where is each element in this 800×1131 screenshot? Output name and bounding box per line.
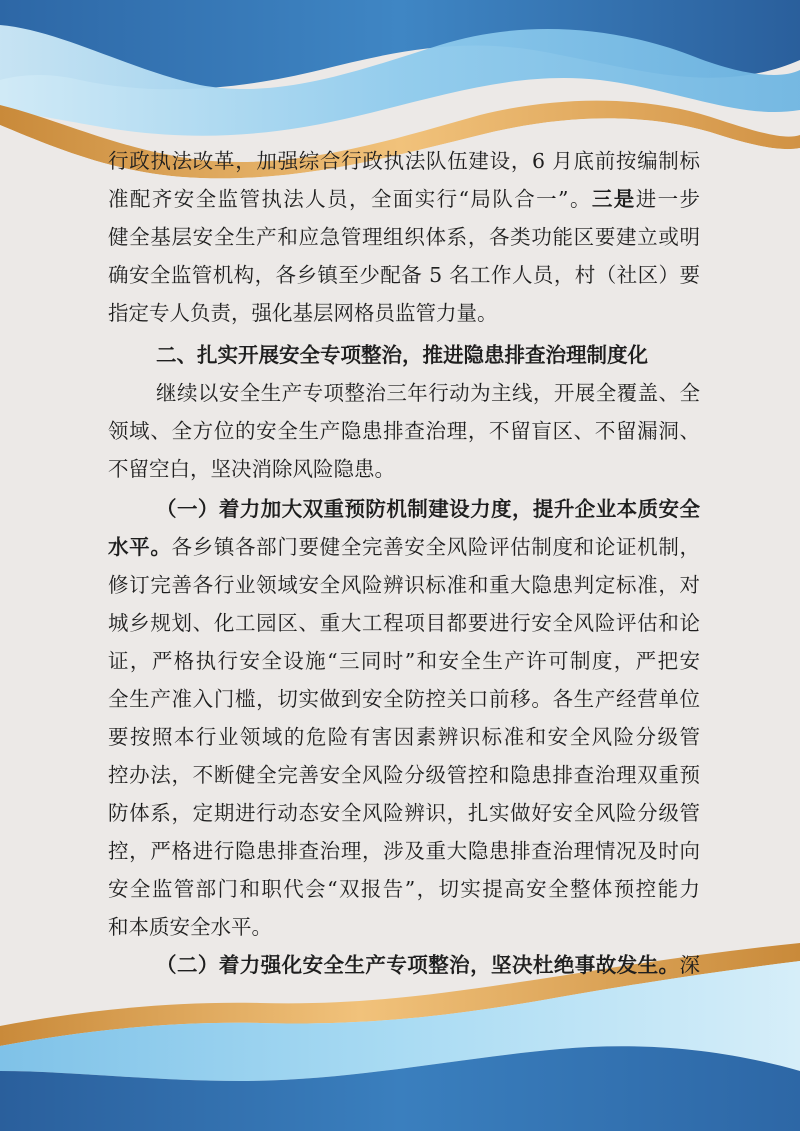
text-line: 防体系，定期进行动态安全风险辨识，扎实做好安全风险分级管	[108, 801, 700, 825]
bold-marker: 三是	[591, 187, 636, 211]
text-line: 修订完善各行业领域安全风险辨识标准和重大隐患判定标准，对	[108, 573, 700, 597]
subsection-title-end: 水平。	[108, 535, 172, 559]
text-line: 控办法，不断健全完善安全风险分级管控和隐患排查治理双重预	[108, 763, 700, 787]
text-line: 确安全监管机构，各乡镇至少配备 5 名工作人员，村（社区）要	[108, 263, 700, 287]
text-line: 安全监管部门和职代会“双报告”，切实提高安全整体预控能力	[108, 877, 700, 901]
text-line: 指定专人负责，强化基层网格员监管力量。	[108, 301, 498, 325]
text-line: 和本质安全水平。	[108, 915, 272, 939]
text-line: （二）着力强化安全生产专项整治，坚决杜绝事故发生。深	[156, 953, 700, 977]
text-line: 城乡规划、化工园区、重大工程项目都要进行安全风险评估和论	[108, 611, 700, 635]
text-line: 不留空白，坚决消除风险隐患。	[108, 457, 395, 481]
text-line: 全生产准入门槛，切实做到安全防控关口前移。各生产经营单位	[108, 687, 700, 711]
text-line: 继续以安全生产专项整治三年行动为主线，开展全覆盖、全	[156, 381, 700, 405]
text-line: 控，严格进行隐患排查治理，涉及重大隐患排查治理情况及时向	[108, 839, 700, 863]
text-line: 准配齐安全监管执法人员，全面实行“局队合一”。三是进一步	[108, 187, 701, 211]
text-line: 领域、全方位的安全生产隐患排查治理，不留盲区、不留漏洞、	[108, 419, 700, 443]
subsection-title: （一）着力加大双重预防机制建设力度，提升企业本质安全	[156, 497, 700, 521]
text-line: 水平。各乡镇各部门要健全完善安全风险评估制度和论证机制，	[108, 535, 700, 559]
text-line: 行政执法改革，加强综合行政执法队伍建设，6 月底前按编制标	[108, 149, 700, 173]
text-line: 要按照本行业领域的危险有害因素辨识标准和安全风险分级管	[108, 725, 700, 749]
section-heading: 二、扎实开展安全专项整治，推进隐患排查治理制度化	[156, 343, 648, 367]
text-line: 证，严格执行安全设施“三同时”和安全生产许可制度，严把安	[108, 649, 700, 673]
text-line: 健全基层安全生产和应急管理组织体系，各类功能区要建立或明	[108, 225, 700, 249]
subsection-title: （二）着力强化安全生产专项整治，坚决杜绝事故发生。	[156, 953, 680, 977]
